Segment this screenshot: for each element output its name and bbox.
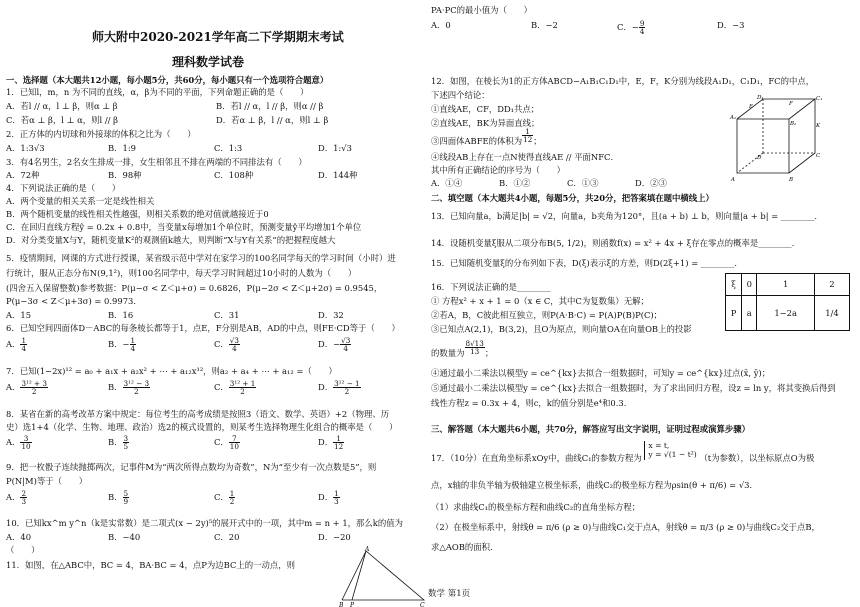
q17-part2: （2）在极坐标系中，射线θ = π/6 (ρ ≥ 0)与曲线C₁交于点A，射线θ = π/3 (ρ ≥ 0)与曲线C₂交于点B， <box>431 522 820 532</box>
q1-stem: 1．已知l，m，n 为不同的直线，α，β为不同的平面，下列命题正确的是（ ） <box>6 87 309 97</box>
q5-line3: (四舍五入保留整数)参考数据：P(μ−σ < Z＜μ+σ) = 0.6826，P(μ−2σ < Z＜μ+2σ) = 0.9545， <box>6 283 383 293</box>
q15-stem: 15．已知随机变量ξ的分布列如下表，D(ξ)表示ξ的方差，则D(2ξ+1) = ________． <box>431 258 743 268</box>
q9-d-den: 3 <box>334 497 339 507</box>
q8-option-a[interactable]: A． $\frac{3}{10}$ <box>6 435 31 452</box>
q11-continued-line: PA·PC的最小值为（ ） <box>431 5 532 15</box>
q12-s3-den: 12 <box>523 135 533 145</box>
q7-d-num: 3¹² − 1 <box>334 380 360 388</box>
q17-line1: 17．（10分）在直角坐标系xOy中，曲线C₁的参数方程为 x = t, y = √(1 − t²) （t为参数），以坐标原点O为极 <box>431 441 815 463</box>
q7-a-num: 3¹² + 3 <box>21 380 47 388</box>
q16-proj-den: 13 <box>470 347 480 357</box>
q12-label-b: B <box>789 177 794 183</box>
q10-stem: 10．已知kx^m y^n（k是实常数）是二项式(x − 2y)⁵的展开式中的一项，其中m = n + 1，那么k的值为 <box>6 518 403 528</box>
q7-a-den: 2 <box>31 387 37 397</box>
q12-statement-1: ①直线AE，CF，DD₁共点； <box>431 104 540 114</box>
q9-c-num: 1 <box>229 490 235 498</box>
section-choice-heading: 一、选择题（本大题共12小题，每小题5分，共60分，每小题只有一个选项符合题意） <box>6 75 329 85</box>
q5-option-b[interactable]: B．16 <box>108 310 134 320</box>
q9-options <box>6 490 422 512</box>
q1-option-a[interactable]: A．若l // α，l ⊥ β，则α ⊥ β <box>6 101 118 111</box>
q8-a-num: 3 <box>20 435 31 443</box>
q7-stem: 7．已知(1−2x)¹² = a₀ + a₁x + a₂x² + ⋯ + a₁₂x¹²，则a₂ + a₄ + ⋯ + a₁₂ =（ ） <box>6 366 337 376</box>
q1-option-c[interactable]: C．若α ⊥ β，l ⊥ α，则l // β <box>6 115 119 125</box>
q9-b-den: 9 <box>123 497 129 507</box>
q1-options-row1 <box>6 101 422 112</box>
q10-option-d[interactable]: D．−20 <box>318 532 351 542</box>
q4-option-a[interactable]: A．两个变量的相关关系一定是线性相关 <box>6 196 155 206</box>
q9-option-c[interactable]: C． $\frac{1}{2}$ <box>214 490 235 507</box>
q9-option-a[interactable]: A． $\frac{2}{3}$ <box>6 490 27 507</box>
q12-label-c1: C₁ <box>816 96 823 102</box>
q6-stem: 6．已知空间四面体D－ABC的每条棱长都等于1，点E，F分别是AB，AD的中点，则FE·CD等于（ ） <box>6 323 400 333</box>
q12-label-d1: D₁ <box>757 95 764 101</box>
q8-line1: 8．某省在新的高考改革方案中规定：每位考生的高考成绩是按照3（语文、数学、英语）+2（物理、历 <box>6 409 390 419</box>
q9-b-num: 5 <box>123 490 129 498</box>
q17-line2: 点，x轴的非负半轴为极轴建立极坐标系，曲线C₂的极坐标方程为ρsin(θ + π/6) = √3． <box>431 480 758 490</box>
q6-option-a[interactable]: A． $\frac{1}{4}$ <box>6 337 27 354</box>
q11-label-p: P <box>350 602 355 607</box>
q12-s3-num: 1 <box>522 128 533 136</box>
q6-option-c[interactable]: C． $\frac{√3}{4}$ <box>214 337 239 354</box>
q12-option-d[interactable]: D．②③ <box>635 178 667 188</box>
q8-options <box>6 435 422 457</box>
q15-row-a: a <box>742 296 757 331</box>
q11-option-a[interactable]: A．0 <box>431 20 451 30</box>
q6-a-den: 4 <box>21 344 27 354</box>
q6-a-num: 1 <box>21 337 27 345</box>
section-fill-heading: 二、填空题（本大题共4小题，每题5分，共20分，把答案填在题中横线上） <box>431 193 714 203</box>
q8-d-den: 12 <box>334 442 344 452</box>
q11-stem: 11．如图，在△ABC中，BC = 4，BA·BC = 4，点P为边BC上的一动点，则 <box>6 560 295 570</box>
q5-line4: P(μ−3σ < Z＜μ+3σ) = 0.9973． <box>6 296 142 306</box>
q10-answer-paren: （ ） <box>6 545 40 555</box>
q5-option-c[interactable]: C．31 <box>214 310 240 320</box>
q12-label-d: D <box>757 155 762 161</box>
q12-label-a1: A₁ <box>730 115 737 121</box>
q7-option-c[interactable]: C． $\frac{\text{3¹² + 1}}{2}$ <box>214 380 256 397</box>
q2-option-b[interactable]: B．1:9 <box>108 143 137 153</box>
q12-option-b[interactable]: B．①② <box>499 178 531 188</box>
q7-options <box>6 380 422 402</box>
q15-row-p: P <box>726 296 742 331</box>
left-column <box>6 0 425 607</box>
q6-b-num: 1 <box>130 337 136 345</box>
q6-option-b[interactable]: B．− $\frac{1}{4}$ <box>108 337 136 354</box>
q15-head-xi: ξ <box>726 274 742 296</box>
q6-c-den: 4 <box>232 344 237 354</box>
q3-option-c[interactable]: C．108种 <box>214 170 254 180</box>
q17-part2-cont: 求△AOB的面积. <box>431 542 493 552</box>
page-footer: 数学 第1页 <box>428 589 471 599</box>
q8-option-b[interactable]: B． $\frac{3}{5}$ <box>108 435 129 452</box>
q12-statement-4: ④线段AB上存在一点N使得直线AE // 平面NFC． <box>431 152 619 162</box>
q4-option-c[interactable]: C．在回归直线方程ŷ = 0.2x + 0.8中，当变量x每增加1个单位时，预测变量ŷ平均增加1个单位 <box>6 222 362 232</box>
q8-d-num: 1 <box>333 435 344 443</box>
q12-options <box>431 178 721 189</box>
q9-d-num: 1 <box>334 490 339 498</box>
q16-line1: ① 方程x² + x + 1 = 0（x ∈ C，其中C为复数集）无解； <box>431 296 649 306</box>
q8-c-den: 10 <box>229 442 239 452</box>
exam-title: 师大附中2020-2021学年高二下学期期末考试 <box>92 30 344 44</box>
q7-b-den: 2 <box>134 387 139 397</box>
q12-label-f: F <box>789 101 793 107</box>
q12-label-b1: B₁ <box>790 121 797 127</box>
q4-option-b[interactable]: B．两个随机变量的线性相关性越强，则相关系数的绝对值就越接近于0 <box>6 209 269 219</box>
q10-option-c[interactable]: C．20 <box>214 532 240 542</box>
q12-option-a[interactable]: A．①④ <box>431 178 463 188</box>
q8-c-num: 7 <box>229 435 240 443</box>
q6-d-num: √3 <box>341 337 351 345</box>
q11-label-b: B <box>339 602 344 607</box>
q12-label-c: C <box>816 153 821 159</box>
q9-a-den: 3 <box>21 497 27 507</box>
q15-head-2: 2 <box>814 274 849 296</box>
q5-option-d[interactable]: D．32 <box>318 310 344 320</box>
q16-line4: 的数量为 $\frac{8√13}{13}$ ； <box>431 340 494 359</box>
q9-line2: P(N|M)等于（ ） <box>6 476 88 486</box>
q7-c-num: 3¹² + 1 <box>229 380 256 388</box>
q3-option-a[interactable]: A．72种 <box>6 170 40 180</box>
q10-options <box>6 532 422 543</box>
q11-option-c[interactable]: C．− $\frac{9}{4}$ <box>617 20 645 37</box>
q8-a-den: 10 <box>21 442 31 452</box>
q5-line1: 5．疫情期间，网课的方式进行授课，某省级示范中学对在家学习的100名同学每天的学习时间（小时）进 <box>6 253 396 263</box>
q6-options <box>6 337 422 359</box>
q1-option-d[interactable]: D．若α ⊥ β，l // α，则l ⊥ β <box>216 115 329 125</box>
q7-option-d[interactable]: D． $\frac{\text{3¹² − 1}}{2}$ <box>318 380 360 397</box>
section-answer-heading: 三、解答题（本大题共6小题，共70分，解答应写出文字说明，证明过程或演算步骤） <box>431 424 750 434</box>
q12-statement-3: ③四面体ABFE的体积为 $\frac{1}{12}$ ； <box>431 128 542 147</box>
q12-option-c[interactable]: C．①③ <box>567 178 599 188</box>
q16-line3: ③已知点A(2,1)，B(3,2)，且O为原点，则向量OA在向量OB上的投影 <box>431 324 692 334</box>
q11-options <box>431 20 851 42</box>
q12-label-e: E <box>749 104 754 110</box>
q2-option-d[interactable]: D．1:√3 <box>318 143 352 153</box>
q14-stem: 14．设随机变量ξ服从二项分布B(5, 1/2)，则函数f(x) = x² + 4x + ξ存在零点的概率是________． <box>431 238 801 248</box>
q8-option-d[interactable]: D． $\frac{1}{12}$ <box>318 435 344 452</box>
q8-line2: 史）选1+4（化学、生物、地理、政治）选2的模式设置的，则某考生选择物理生化组合的概率是（ ） <box>6 422 398 432</box>
q12-line1: 12．如图，在棱长为1的正方体ABCD−A₁B₁C₁D₁中，E，F，K分别为线段A₁D₁，C₁D₁，FC的中点， <box>431 76 815 86</box>
q12-statement-5: 其中所有正确结论的序号为（ ） <box>431 165 565 175</box>
q1-option-b[interactable]: B．若l // α，l // β，则α // β <box>216 101 324 111</box>
q12-label-k: K <box>816 123 821 129</box>
q4-stem: 4．下列说法正确的是（ ） <box>6 183 121 193</box>
q16-proj-num: 8√13 <box>465 340 484 348</box>
q2-options <box>6 143 422 154</box>
exam-subtitle: 理科数学试卷 <box>172 55 245 69</box>
q16-line0: 16．下列说法正确的是________ <box>431 282 551 292</box>
q5-option-a[interactable]: A．15 <box>6 310 32 320</box>
q16-line6: ⑤通过最小二乘法以模型y = ce^{kx}去拟合一组数据时，为了求出回归方程，设z = ln y，将其变换后得到 <box>431 383 836 393</box>
q6-d-den: 4 <box>343 344 348 354</box>
q7-option-a[interactable]: A． $\frac{\text{3¹² + 3}}{2}$ <box>6 380 47 397</box>
q7-c-den: 2 <box>240 387 245 397</box>
q11-label-c: C <box>420 602 425 607</box>
q3-option-d[interactable]: D．144种 <box>318 170 358 180</box>
q2-option-a[interactable]: A．1:3√3 <box>6 143 45 153</box>
q7-option-b[interactable]: B． $\frac{\text{3¹² − 3}}{2}$ <box>108 380 150 397</box>
q15-distribution-table <box>725 273 850 331</box>
q3-option-b[interactable]: B．98种 <box>108 170 142 180</box>
q6-c-num: √3 <box>229 337 239 345</box>
q7-b-num: 3¹² − 3 <box>123 380 150 388</box>
q11-triangle-figure <box>336 545 428 607</box>
q9-option-b[interactable]: B． $\frac{5}{9}$ <box>108 490 129 507</box>
q11-c-den: 4 <box>639 27 645 37</box>
q2-option-c[interactable]: C．1:3 <box>214 143 243 153</box>
q15-head-1: 1 <box>757 274 814 296</box>
q12-line2: 下述四个结论： <box>431 90 490 100</box>
q5-options <box>6 310 422 321</box>
q15-row-1-2a: 1−2a <box>757 296 814 331</box>
q8-option-c[interactable]: C． $\frac{7}{10}$ <box>214 435 239 452</box>
q6-option-d[interactable]: D．− $\frac{√3}{4}$ <box>318 337 351 354</box>
q3-stem: 3．有4名男生，2名女生排成一排，女生相邻且不排在两端的不同排法有（ ） <box>6 157 307 167</box>
q8-b-den: 5 <box>123 442 129 452</box>
q17-param-system: x = t, y = √(1 − t²) <box>644 441 696 460</box>
q11-c-num: 9 <box>639 20 645 28</box>
q15-row-quarter: 1/4 <box>814 296 849 331</box>
q12-cube-figure <box>727 95 827 185</box>
q10-option-b[interactable]: B．−40 <box>108 532 141 542</box>
q6-b-den: 4 <box>130 344 136 354</box>
q17-part1: （1）求曲线C₁的极坐标方程和曲线C₂的直角坐标方程； <box>431 502 641 512</box>
q4-option-d[interactable]: D．对分类变量X与Y，随机变量K²的观测值k越大，则判断“X与Y有关系”的把握程度越大 <box>6 235 336 245</box>
q12-cube-right-edges <box>789 99 815 173</box>
q16-line7: 线性方程z = 0.3x + 4，则c，k的值分别是e⁴和0.3. <box>431 398 627 408</box>
q9-line1: 9．把一枚骰子连续抛掷两次，记事件M为“两次所得点数均为奇数”，N为“至少有一次点数是5”，则 <box>6 462 377 472</box>
q13-stem: 13．已知向量a，b满足|b| = √2，向量a，b夹角为120°，且(a + b) ⊥ b，则向量|a + b| = ________． <box>431 211 823 221</box>
q16-line2: ②若A，B，C彼此相互独立，则P(A·B·C) = P(A)P(B)P(C)； <box>431 310 663 320</box>
q7-d-den: 2 <box>344 387 350 397</box>
q12-statement-2: ②直线AE，BK为异面直线； <box>431 118 540 128</box>
q10-option-a[interactable]: A．40 <box>6 532 32 542</box>
q9-c-den: 2 <box>229 497 235 507</box>
q1-options-row2 <box>6 115 422 126</box>
q11-label-a: A <box>365 546 370 553</box>
q12-label-a: A <box>731 177 735 183</box>
q9-option-d[interactable]: D． $\frac{1}{3}$ <box>318 490 339 507</box>
q15-head-0: 0 <box>742 274 757 296</box>
q16-line5: ④通过最小二乘法以模型y = ce^{kx}去拟合一组数据时，可知y = ce^{kx}过点(x̄, ȳ)； <box>431 368 771 378</box>
q9-a-num: 2 <box>21 490 27 498</box>
q3-options <box>6 170 422 181</box>
q11-option-d[interactable]: D．−3 <box>717 20 745 30</box>
q11-option-b[interactable]: B．−2 <box>531 20 558 30</box>
q8-b-num: 3 <box>123 435 129 443</box>
right-column <box>431 0 851 607</box>
q5-line2: 行统计，服从正态分布N(9,1²)，则100名同学中，每天学习时间超过10小时的人数为（ ） <box>6 268 357 278</box>
q2-stem: 2．正方体的内切球和外接球的体积之比为（ ） <box>6 129 196 139</box>
